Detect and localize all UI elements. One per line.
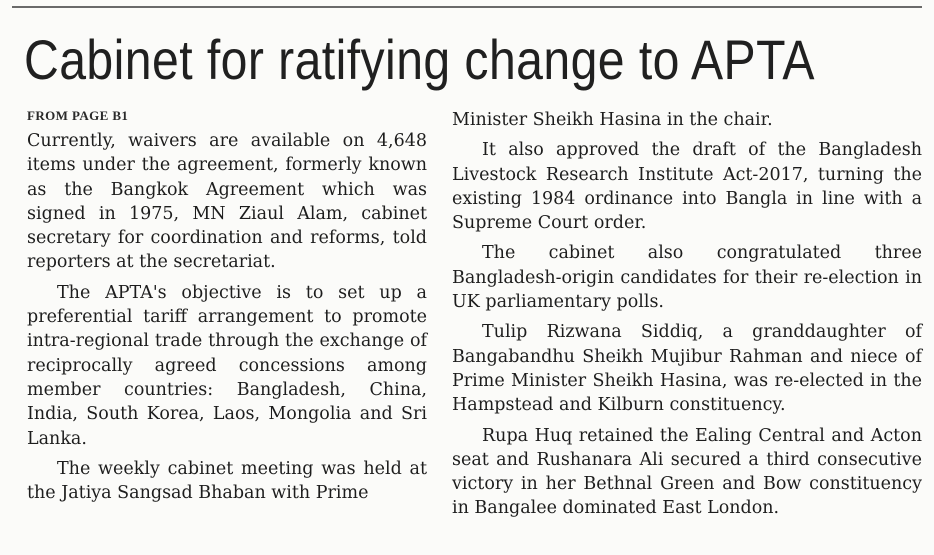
right-column (452, 108, 922, 527)
paragraph: It also approved the draft of the Bangladesh Livestock Research Institute Act-2017, turning the existing 1984 ordinance into Bangla in line with a Supreme Court order. (452, 140, 922, 234)
top-rule (12, 6, 922, 8)
kicker-from-page: FROM PAGE B1 (27, 108, 129, 123)
paragraph: The weekly cabinet meeting was held at the Jatiya Sangsad Bhaban with Prime (27, 458, 427, 504)
left-column (27, 129, 427, 511)
paragraph: The cabinet also congratulated three Bangladesh-origin candidates for their re-election in UK parliamentary polls. (452, 243, 922, 313)
paragraph: The APTA's objective is to set up a preferential tariff arrangement to promote intra-regional trade through the exchange of reciprocally agreed concessions among member countries: Bangladesh, China, India, South Korea, Laos, Mongolia and Sri Lanka. (27, 282, 427, 449)
headline: Cabinet for ratifying change to APTA (24, 28, 815, 91)
paragraph: Currently, waivers are available on 4,648 items under the agreement, formerly known as the Bangkok Agreement which was signed in 1975, MN Ziaul Alam, cabinet secretary for coordination and reforms, told reporters at the secretariat. (27, 131, 427, 273)
paragraph: Tulip Rizwana Siddiq, a granddaughter of Bangabandhu Sheikh Mujibur Rahman and niece of Prime Minister Sheikh Hasina, was re-elected in the Hampstead and Kilburn constituency. (452, 322, 922, 416)
paragraph: Minister Sheikh Hasina in the chair. (452, 110, 773, 130)
paragraph: Rupa Huq retained the Ealing Central and Acton seat and Rushanara Ali secured a third consecutive victory in her Bethnal Green and Bow constituency in Bangalee dominated East London. (452, 425, 922, 519)
